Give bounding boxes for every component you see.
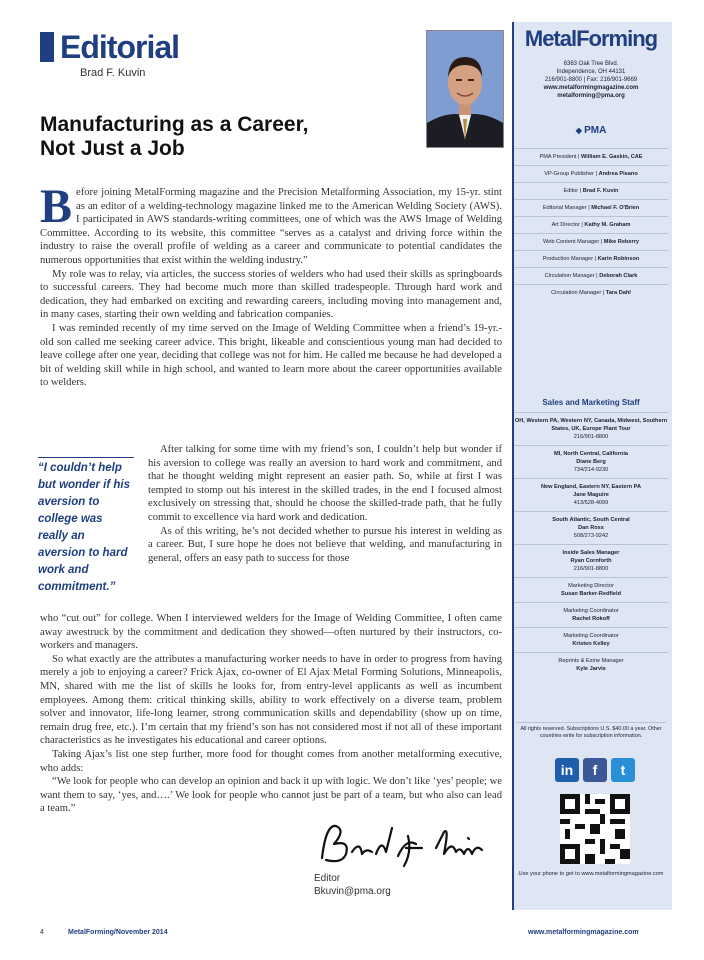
sales-entry [514,544,668,577]
paragraph-1-text: efore joining MetalForming magazine and the Precision Metalforming Association, my 15-yr. stint as an editor of a welding-technology magazine linked me to the American Welding Society (AWS). I participated in AWS standards-writing committees, one of which was the AWS Image of Welding Committee. According to its website, this committee “serves as a catalyst and driving force within the industry to raise the overall profile of welding as a career and communicate to potential candidates the numerous opportunities that exist within the welding industry.” [40,187,502,266]
paragraph-2: My role was to relay, via articles, the success stories of welders who had used their skills as springboards to successful careers. They had become much more than skilled tradespeople. Through hard work and dedication, they had embarked on exciting and rewarding careers, including moving into management and, in many cases, starting their own welding and fabrication companies. [40,268,502,321]
separator: | [599,239,604,245]
paragraph-1 [40,180,502,268]
author-portrait-graphic [427,31,503,147]
separator: | [576,154,582,160]
staff-name: Mike Reberry [603,239,639,245]
staff-list [514,148,668,301]
signature-title: Editor [314,873,341,884]
sales-region: MI, North Central, California [554,451,628,457]
staff-role: Web Content Manager [543,239,600,245]
staff-role: Editor [563,188,579,194]
website-link[interactable]: www.metalformingmagazine.com [543,85,639,91]
staff-name: Deborah Clark [599,273,638,279]
sales-region: OH, Western PA, Western NY, Canada, Midwest, Southern States, UK, Europe Plant Tour [514,418,668,432]
sales-entry [514,478,668,511]
separator: | [601,290,606,296]
staff-entry [514,250,668,267]
handwritten-signature-graphic [316,818,492,876]
sales-role: Marketing Coordinator [563,633,619,639]
sales-phone: 216/901-8800 [573,566,609,572]
sales-entry [514,652,668,677]
staff-role: Art Director [551,222,580,228]
publication-issue [68,929,168,936]
address-line: Independence, OH 44131 [556,69,626,75]
linkedin-icon[interactable]: in [555,758,579,782]
sales-phone: 734/214-9230 [573,467,609,473]
sales-name: Diane Berg [576,459,606,465]
signature-email: Bkuvin@pma.org [314,886,391,897]
sales-name: Jane Maguire [573,492,609,498]
separator: | [586,205,592,211]
staff-name: Andrea Pisano [598,171,638,177]
sales-heading: Sales and Marketing Staff [542,398,640,407]
sales-name: Dan Ross [578,525,604,531]
sales-entry [514,627,668,652]
section-title: Editorial [60,29,180,65]
separator: | [593,256,598,262]
article-body-top [40,180,502,390]
qr-code-graphic [560,794,630,864]
staff-entry [514,284,668,301]
author-byline: Brad F. Kuvin [80,67,146,79]
rights-notice: All rights reserved. Subscriptions U.S. $40.00 a year. Other countries write for subscription information. [516,722,666,740]
headline-line-2: Not Just a Job [40,137,185,160]
sales-name: Kyle Jarvis [576,666,606,672]
paragraph-8: “We look for people who can develop an opinion and back it up with logic. We don’t like ‘yes’ people; we want them to say, ‘yes, and….’ We look for people who cannot just be part of a team, but who also can lead a team.” [40,776,502,815]
sales-list [514,412,668,677]
editorial-bar [40,32,54,62]
metalforming-logo: MetalForming [524,26,658,51]
signature-block [314,872,391,898]
qr-caption: Use your phone to get to www.metalformingmagazine.com [518,871,664,877]
staff-role: Production Manager [542,256,594,262]
author-photo [426,30,504,148]
sales-name: Susan Barker-Redfield [561,591,621,597]
staff-name: Kathy M. Graham [584,222,631,228]
separator: | [594,171,599,177]
qr-code[interactable] [560,794,630,864]
paragraph-7: Taking Ajax’s list one step further, more food for thought comes from another metalforming executive, who adds: [40,748,502,774]
paragraph-4: After talking for some time with my friend’s son, I couldn’t help but wonder if his aversion to college was really an aversion to hard work and commitment, and that he thought welding might represent an easier path. So, while at first I was tempted to stomp out his interest in the skilled trades, in the end I focused almost exclusively on stressing that, should he choose the skilled-trade path, that he fully commit to excellence via hard work and dedication. [148,444,502,523]
sales-entry [514,602,668,627]
sales-entry [514,445,668,478]
article-body-narrow [148,443,502,565]
staff-role: VP-Group Publisher [544,171,594,177]
page-number: 4 [40,929,44,936]
staff-role: Circulation Manager [544,273,595,279]
paragraph-5-end: who “cut out” for college. When I interviewed welders for the Image of Welding Committee, I often came away awestruck by the commitment and dedication they showed—often nurtured by their instructors, co-workers and managers. [40,613,502,652]
sales-role: Marketing Coordinator [563,608,619,614]
staff-name: Brad F. Kuvin [582,188,619,194]
sales-region: South Atlantic, South Central [552,517,630,523]
staff-role: Circulation Manager [551,290,602,296]
sales-role: Reprints & Ezine Manager [558,658,624,664]
headline [40,113,400,161]
footer-url[interactable] [528,929,639,936]
staff-name: William E. Gaskin, CAE [581,154,643,160]
staff-role: PMA President [539,154,577,160]
separator: | [594,273,600,279]
staff-entry [514,267,668,284]
article-body-bottom [40,612,502,816]
twitter-icon[interactable]: t [611,758,635,782]
sales-entry [514,412,668,445]
separator: | [578,188,583,194]
staff-entry [514,165,668,182]
facebook-icon[interactable]: f [583,758,607,782]
email-link[interactable]: metalforming@pma.org [557,93,625,99]
sales-entry [514,577,668,602]
sales-entry [514,511,668,544]
publication-issue-text: MetalForming/November 2014 [68,929,168,936]
staff-entry [514,199,668,216]
drop-cap: B [40,180,73,233]
pull-quote: “I couldn’t help but wonder if his aversion to college was really an aversion to hard work and commitment.” [38,457,134,596]
staff-role: Editorial Manager [542,205,587,211]
paragraph-3: I was reminded recently of my time served on the Image of Welding Committee when a friend’s 19-yr.-old son called me seeking career advice. This bright, likeable and conscientious young man had decided to leave college after one year, deciding that college was not for him. He called me because he had developed a bit of welding skill while in high school, and wanted to learn more about the career opportunities available to welders. [40,322,502,389]
address-line: 6363 Oak Tree Blvd. [563,61,619,67]
pma-logo: ◆ PMA [575,125,607,136]
pma-logo-text: PMA [584,125,607,136]
sales-phone: 508/273-9242 [573,533,609,539]
sales-phone: 413/528-4099 [573,500,609,506]
staff-name: Tara Dahl [605,290,631,296]
staff-entry [514,233,668,250]
headline-line-1: Manufacturing as a Career, [40,113,309,136]
phone-line: 216/901-8800 | Fax: 216/901-9669 [544,77,638,83]
sales-name: Ryan Cornforth [570,558,612,564]
separator: | [579,222,585,228]
staff-name: Karin Robinson [597,256,640,262]
social-icons [550,758,640,784]
staff-name: Michael F. O'Brien [591,205,640,211]
sales-name: Rachel Rokoff [572,616,610,622]
sales-role: Marketing Director [568,583,614,589]
paragraph-6: So what exactly are the attributes a manufacturing worker needs to have in order to progress from having merely a job to enjoying a career? Frick Ajax, co-owner of El Ajax Metal Forming Solutions, Minneapolis, MN, shared with me the list of skills he looks for, from entry-level applicants as well as incumbent employees. Among them: critical thinking skills, ability to work effectively on a diverse team, problem solver and innovator, life-long learner, strong communication skills and dependability (show up on time, remain drug free, etc.). I’m certain that my friend’s son has not considered most if not all of these important characteristics as he investigates his educational and career options. [40,653,502,747]
paragraph-5-start: As of this writing, he’s not decided whether to pursue his interest in welding as a career. But, I sure hope he does not believe that welding, and manufacturing in general, offers an easy path to success for those [148,525,502,564]
staff-entry [514,148,668,165]
staff-entry [514,216,668,233]
footer-url-text: www.metalformingmagazine.com [528,929,639,936]
sales-region: Inside Sales Manager [562,550,620,556]
sales-phone: 216/901-8800 [573,434,609,440]
publisher-address [514,60,668,100]
staff-entry [514,182,668,199]
sales-name: Kristen Kelley [572,641,610,647]
sales-region: New England, Eastern NY, Eastern PA [541,484,641,490]
signature [316,818,492,876]
